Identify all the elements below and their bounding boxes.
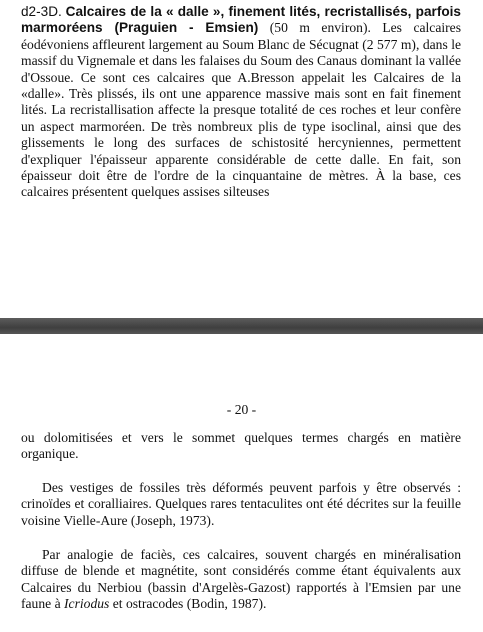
section-heading: Calcaires de la « dalle », finement lités, recristallisés, parfois marmoréens (Praguien - Emsien) (21, 4, 461, 36)
section-body: (50 m environ). Les calcaires éodévoniens affleurent largement au Soum Blanc de Sécugnat (2 577 m), dans le massif du Vignemale et dans les falaises du Soum des Canaus dominant la vallée d'Ossoue. Ce sont ces calcaires que A.Bresson appelait les Calcaires de la «dalle». Très plissés, ils ont une apparence massive mais sont en fait finement lités. La recristallisation affecte la presque totalité de ces roches et leur confère un aspect marmoréen. De très nombreux plis de type isoclinal, ainsi que des glissements le long des surfaces de schistosité hercyniennes, permettent d'expliquer l'épaisseur apparente considérable de cette dalle. En fait, son épaisseur doit être de l'ordre de la cinquantaine de mètres. À la base, ces calcaires présentent quelques assises silteuses (21, 20, 461, 200)
section-paragraph (21, 4, 461, 201)
section-code: d2-3D. (21, 4, 62, 19)
page-separator (0, 318, 483, 334)
facies-text-end: et ostracodes (Bodin, 1987). (112, 596, 267, 612)
paragraph-fossils: Des vestiges de fossiles très déformés peuvent parfois y être observés : crinoïdes et coralliaires. Quelques rares tentaculites ont été décrites sur la feuille voisine Vielle-Aure (Joseph, 1973). (21, 480, 461, 528)
page-number: - 20 - (226, 402, 257, 417)
paragraph-facies (21, 547, 461, 613)
lower-page (0, 334, 483, 632)
facies-text-start: Par analogie de faciès, ces calcaires, souvent chargés en minéralisation diffuse de blende et magnétite, sont considérés comme étant équivalents aux Calcaires du Nerbiou (bassin d'Argelès-Gazost) rapportés à l'Emsien par une faune à (21, 547, 461, 612)
genus-name: Icriodus (64, 596, 110, 612)
paragraph-continuation: ou dolomitisées et vers le sommet quelques termes chargés en matière organique. (21, 430, 461, 462)
